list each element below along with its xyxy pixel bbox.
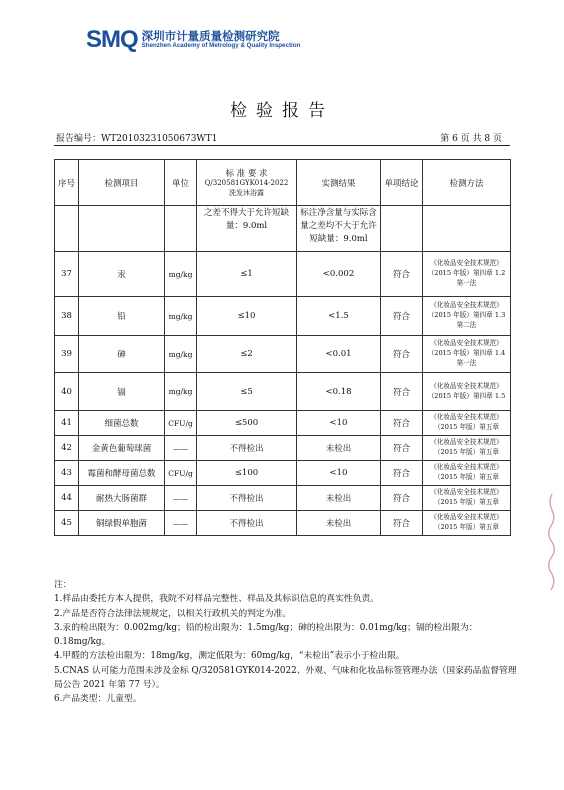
cell-seq: 37 — [55, 252, 79, 297]
cell-seq: 40 — [55, 373, 79, 411]
col-seq: 序号 — [55, 160, 79, 206]
cell-item: 霉菌和酵母菌总数 — [79, 461, 165, 486]
col-standard — [197, 160, 297, 206]
cell-item: 砷 — [79, 336, 165, 373]
cell-item: 铜绿假单胞菌 — [79, 511, 165, 536]
cell-standard: ≤10 — [197, 297, 297, 336]
cell-method: 《化妆品安全技术规范》（2015 年版）第五章 — [423, 511, 511, 536]
note-item: 2.产品是否符合法律法规规定，以相关行政机关的判定为准。 — [54, 608, 292, 619]
cell-result: 未检出 — [297, 511, 381, 536]
table-row — [55, 436, 511, 461]
cell-conclusion: 符合 — [381, 252, 423, 297]
cell-item: 耐热大肠菌群 — [79, 486, 165, 511]
continuation-row — [55, 206, 511, 252]
cell-seq: 42 — [55, 436, 79, 461]
cell-result: 未检出 — [297, 486, 381, 511]
col-standard-line3: 洗发沐浴露 — [229, 188, 264, 197]
cell-result: 未检出 — [297, 436, 381, 461]
cell-standard: 不得检出 — [197, 486, 297, 511]
col-result: 实测结果 — [297, 160, 381, 206]
org-name-cn: 深圳市计量质量检测研究院 — [141, 29, 280, 44]
edge-stamp-mark — [544, 490, 558, 600]
col-conclusion: 单项结论 — [381, 160, 423, 206]
cell-conclusion: 符合 — [381, 411, 423, 436]
cell-method: 《化妆品安全技术规范》（2015 年版）第五章 — [423, 486, 511, 511]
notes-section — [54, 578, 524, 706]
cell-item: 细菌总数 — [79, 411, 165, 436]
report-number-value: WT20103231050673WT1 — [101, 134, 218, 144]
col-standard-line2: Q/320581GYK014-2022 — [204, 179, 289, 188]
continuation-standard: 之差不得大于允许短缺量：9.0ml — [197, 206, 297, 252]
cell-method: 《化妆品安全技术规范》（2015 年版）第五章 — [423, 411, 511, 436]
cell-standard: ≤100 — [197, 461, 297, 486]
cell-unit: mg/kg — [165, 297, 197, 336]
table-row — [55, 411, 511, 436]
cell-conclusion: 符合 — [381, 336, 423, 373]
page-info: 第 6 页 共 8 页 — [440, 134, 502, 144]
cell-unit: mg/kg — [165, 373, 197, 411]
results-table — [54, 159, 511, 536]
table-row — [55, 336, 511, 373]
cell-unit: mg/kg — [165, 336, 197, 373]
cell-standard: 不得检出 — [197, 511, 297, 536]
cell-method: 《化妆品安全技术规范》（2015 年版）第四章 1.5 — [423, 373, 511, 411]
note-item: 5.CNAS 认可能力范围未涉及金标 Q/320581GYK014-2022、外观、气味和化妆品标签管理办法（国家药品监督管理局公告 2021 年第 77 号）。 — [54, 665, 517, 690]
cell-standard: ≤500 — [197, 411, 297, 436]
report-number-label: 报告编号： — [56, 134, 102, 144]
cell-conclusion: 符合 — [381, 486, 423, 511]
table-header-row — [55, 160, 511, 206]
cell-method: 《化妆品安全技术规范》（2015 年版）第五章 — [423, 461, 511, 486]
cell-standard: ≤2 — [197, 336, 297, 373]
cell-conclusion: 符合 — [381, 373, 423, 411]
cell-result: <1.5 — [297, 297, 381, 336]
table-row — [55, 486, 511, 511]
cell-seq: 41 — [55, 411, 79, 436]
cell-item: 铅 — [79, 297, 165, 336]
cell-result: <0.01 — [297, 336, 381, 373]
note-item: 3.汞的检出限为：0.002mg/kg；铅的检出限为：1.5mg/kg；砷的检出限为：0.01mg/kg；镉的检出限为：0.18mg/kg。 — [54, 622, 478, 647]
cell-standard: ≤5 — [197, 373, 297, 411]
cell-standard: 不得检出 — [197, 436, 297, 461]
table-row — [55, 373, 511, 411]
cell-item: 汞 — [79, 252, 165, 297]
col-item: 检测项目 — [79, 160, 165, 206]
org-name-en: Shenzhen Academy of Metrology & Quality Inspection — [141, 41, 301, 49]
table-row — [55, 461, 511, 486]
cell-unit: —— — [165, 511, 197, 536]
cell-standard: ≤1 — [197, 252, 297, 297]
continuation-result: 标注净含量与实际含量之差均不大于允许短缺量：9.0ml — [297, 206, 381, 252]
cell-seq: 38 — [55, 297, 79, 336]
cell-result: <0.002 — [297, 252, 381, 297]
cell-unit: —— — [165, 486, 197, 511]
cell-result: <10 — [297, 461, 381, 486]
cell-seq: 39 — [55, 336, 79, 373]
col-standard-line1: 标 准 要 求 — [225, 169, 268, 180]
cell-item: 镉 — [79, 373, 165, 411]
notes-list — [54, 592, 524, 706]
org-name-block — [142, 30, 301, 49]
cell-seq: 44 — [55, 486, 79, 511]
col-method: 检测方法 — [423, 160, 511, 206]
report-number — [56, 131, 217, 144]
col-unit: 单位 — [165, 160, 197, 206]
cell-result: <0.18 — [297, 373, 381, 411]
header-rule — [54, 145, 510, 146]
smq-logo-mark: SMQ — [86, 26, 138, 53]
cell-unit: CFU/g — [165, 411, 197, 436]
cell-conclusion: 符合 — [381, 461, 423, 486]
cell-unit: CFU/g — [165, 461, 197, 486]
report-title: 检验报告 — [230, 101, 334, 121]
cell-method: 《化妆品安全技术规范》（2015 年版）第四章 1.4 第一法 — [423, 336, 511, 373]
cell-seq: 45 — [55, 511, 79, 536]
cell-method: 《化妆品安全技术规范》（2015 年版）第四章 1.3 第二法 — [423, 297, 511, 336]
org-logo — [86, 26, 300, 54]
cell-conclusion: 符合 — [381, 297, 423, 336]
cell-method: 《化妆品安全技术规范》（2015 年版）第五章 — [423, 436, 511, 461]
note-item: 6.产品类型：儿童型。 — [54, 694, 142, 704]
table-row — [55, 511, 511, 536]
table-row — [55, 252, 511, 297]
cell-method: 《化妆品安全技术规范》（2015 年版）第四章 1.2 第一法 — [423, 252, 511, 297]
notes-heading: 注： — [54, 580, 72, 590]
table-row — [55, 297, 511, 336]
cell-seq: 43 — [55, 461, 79, 486]
cell-unit: —— — [165, 436, 197, 461]
cell-result: <10 — [297, 411, 381, 436]
cell-item: 金黄色葡萄球菌 — [79, 436, 165, 461]
cell-conclusion: 符合 — [381, 511, 423, 536]
note-item: 1.样品由委托方本人提供，我院不对样品完整性、样品及其标识信息的真实性负责。 — [54, 594, 380, 605]
cell-conclusion: 符合 — [381, 436, 423, 461]
cell-unit: mg/kg — [165, 252, 197, 297]
note-item: 4.甲醛的方法检出限为：18mg/kg，测定低限为：60mg/kg，“未检出”表示小于检出限。 — [54, 651, 405, 662]
